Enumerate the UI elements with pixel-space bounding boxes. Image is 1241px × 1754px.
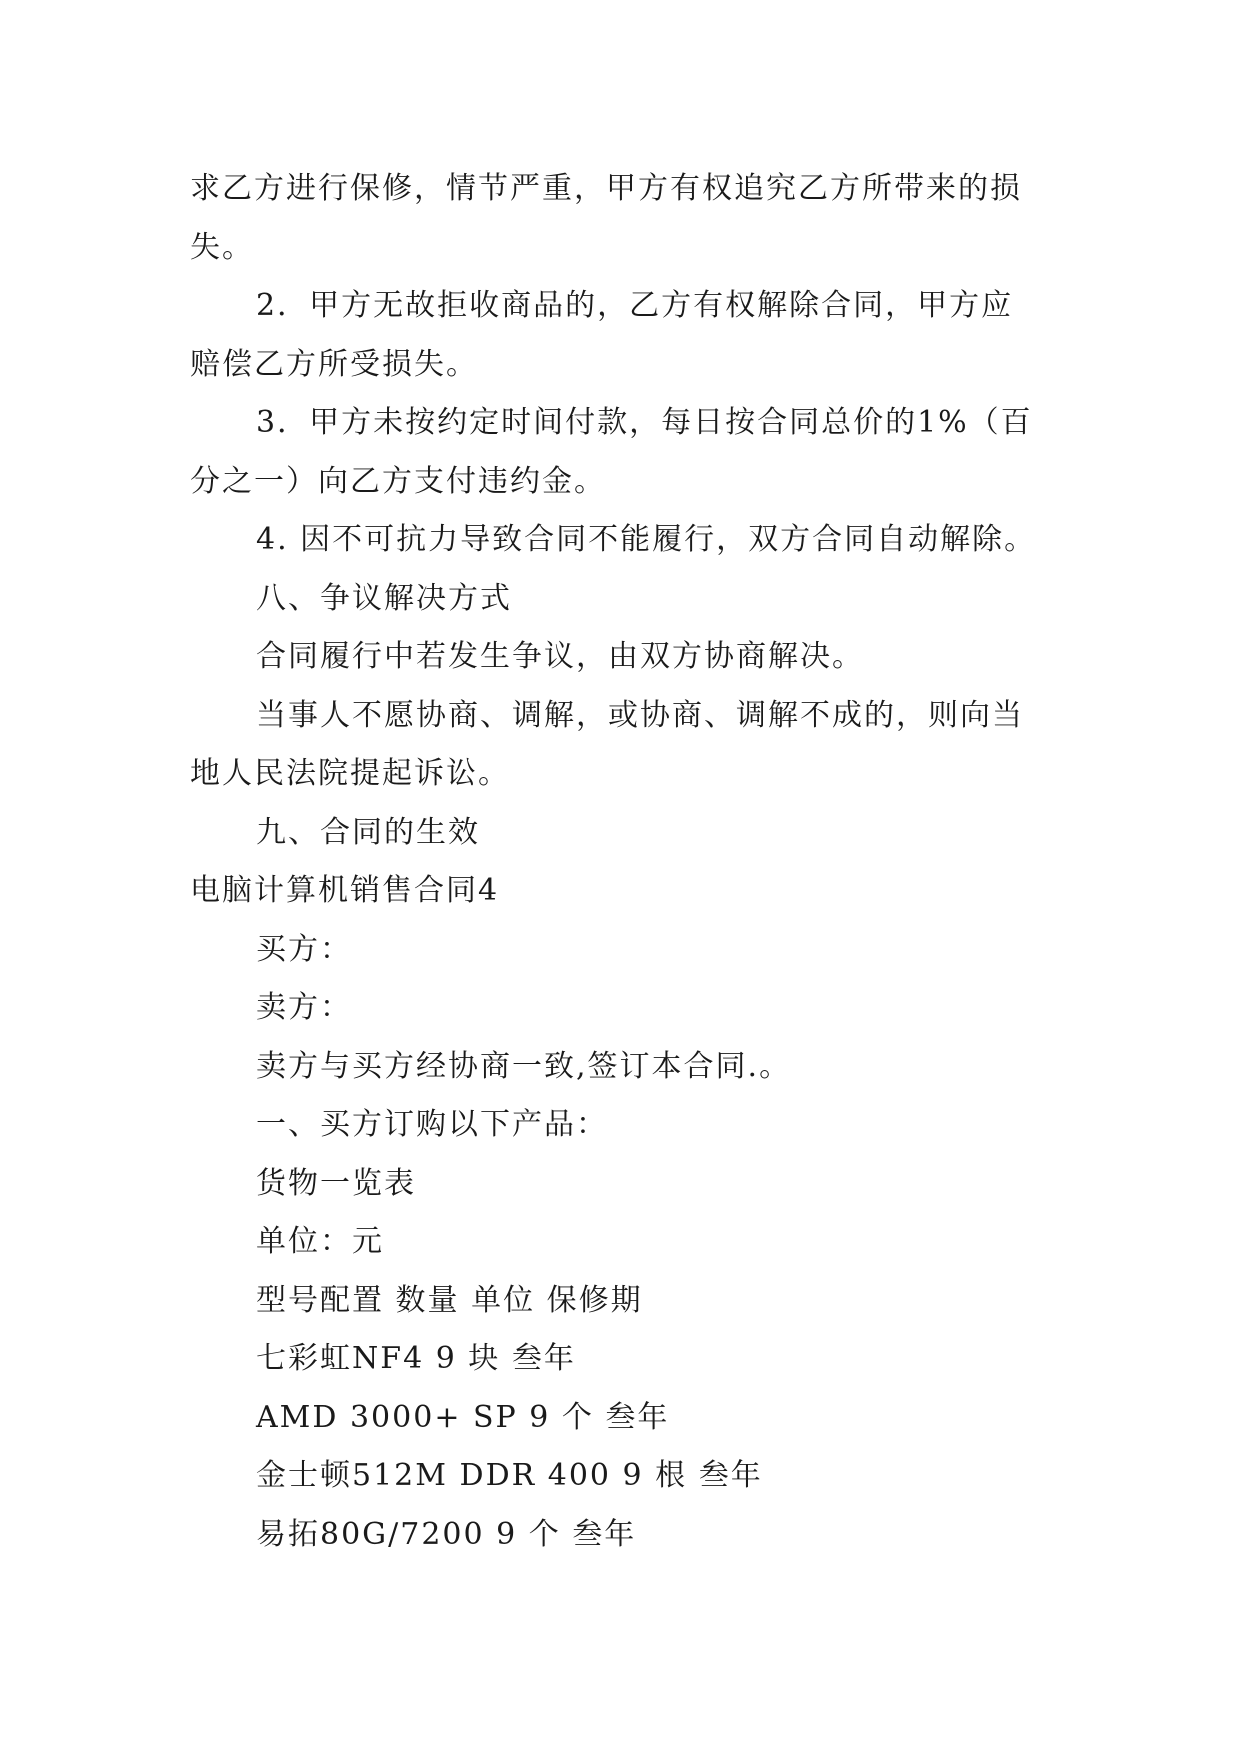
section-heading: 九、合同的生效 [256,814,480,850]
goods-header-row: 型号配置 数量 单位 保修期 [256,1282,643,1318]
section-heading: 一、买方订购以下产品： [256,1107,608,1142]
seller-line: 卖方： [256,990,352,1025]
goods-row: 易拓80G/7200 9 个 叁年 [256,1516,637,1552]
text-line: 失。 [190,229,254,265]
text-line: 2．甲方无故拒收商品的，乙方有权解除合同，甲方应 [256,288,1014,323]
text-line: 求乙方进行保修，情节严重，甲方有权追究乙方所带来的损 [190,171,1022,206]
unit-line: 单位：元 [256,1224,384,1259]
goods-row: AMD 3000+ SP 9 个 叁年 [256,1399,670,1435]
text-line: 当事人不愿协商、调解，或协商、调解不成的，则向当 [256,697,1024,733]
document-title: 电脑计算机销售合同4 [190,873,500,908]
goods-row: 七彩虹NF4 9 块 叁年 [256,1341,576,1376]
section-heading: 八、争议解决方式 [256,580,512,616]
text-line: 分之一）向乙方支付违约金。 [190,463,606,499]
text-line: 4. 因不可抗力导致合同不能履行，双方合同自动解除。 [256,522,1037,557]
text-line: 地人民法院提起诉讼。 [190,756,510,791]
goods-list-title: 货物一览表 [256,1165,416,1201]
text-line: 3．甲方未按约定时间付款，每日按合同总价的1%（百 [256,405,1033,440]
buyer-line: 买方： [256,931,352,967]
text-line: 赔偿乙方所受损失。 [190,346,478,382]
text-line: 卖方与买方经协商一致,签订本合同.。 [256,1048,792,1084]
text-line: 合同履行中若发生争议，由双方协商解决。 [256,639,864,674]
document-body [190,160,1070,1564]
goods-row: 金士顿512M DDR 400 9 根 叁年 [256,1458,763,1493]
